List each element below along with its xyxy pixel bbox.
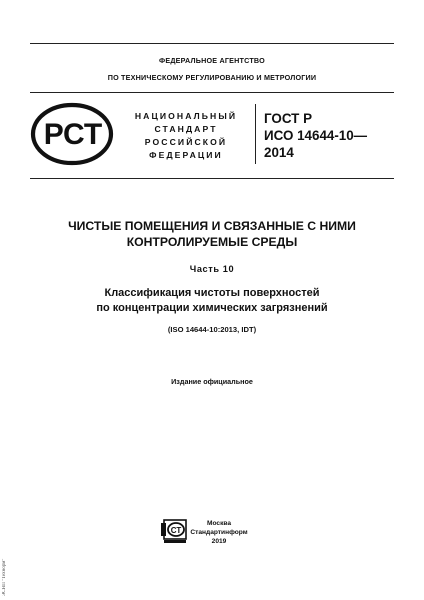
agency-line-2: ПО ТЕХНИЧЕСКОМУ РЕГУЛИРОВАНИЮ И МЕТРОЛОГИИ bbox=[107, 73, 317, 82]
standard-line-1: НАЦИОНАЛЬНЫЙ bbox=[134, 111, 238, 121]
document-subtitle bbox=[0, 286, 424, 316]
iso-reference: (ISO 14644-10:2013, IDT) bbox=[167, 325, 257, 334]
standard-line-4: ФЕДЕРАЦИИ bbox=[149, 150, 223, 160]
gost-logo-icon bbox=[30, 102, 114, 166]
header-rule bbox=[30, 92, 394, 93]
top-rule bbox=[30, 43, 394, 44]
side-note: ЭСНП "Технорм" bbox=[2, 558, 7, 596]
publisher-name: Стандартинформ bbox=[190, 529, 248, 536]
subtitle-line-2: по концентрации химических загрязнений bbox=[96, 302, 328, 314]
gost-line-3: 2014 bbox=[264, 145, 294, 160]
publisher-logo-icon bbox=[160, 518, 190, 544]
standard-line-3: РОССИЙСКОЙ bbox=[144, 137, 228, 147]
title-line-2: КОНТРОЛИРУЕМЫЕ СРЕДЫ bbox=[126, 235, 298, 249]
agency-line-1: ФЕДЕРАЛЬНОЕ АГЕНТСТВО bbox=[159, 56, 265, 65]
gost-line-2: ИСО 14644-10— bbox=[264, 128, 368, 143]
document-title bbox=[0, 218, 424, 250]
subtitle-line-1: Классификация чистоты поверхностей bbox=[104, 287, 320, 299]
gost-line-1: ГОСТ Р bbox=[264, 111, 312, 126]
publisher-year: 2019 bbox=[211, 538, 227, 545]
svg-text:СТ: СТ bbox=[170, 526, 182, 535]
part-number: Часть 10 bbox=[189, 264, 235, 274]
title-line-1: ЧИСТЫЕ ПОМЕЩЕНИЯ И СВЯЗАННЫЕ С НИМИ bbox=[68, 219, 356, 233]
standard-line-2: СТАНДАРТ bbox=[154, 124, 218, 134]
publisher-info bbox=[190, 519, 248, 546]
national-standard-block bbox=[120, 110, 252, 162]
gost-number bbox=[264, 110, 394, 161]
publisher-city: Москва bbox=[206, 520, 232, 527]
vertical-divider bbox=[255, 104, 256, 164]
edition-note: Издание официальное bbox=[171, 377, 253, 386]
svg-text:РСТ: РСТ bbox=[43, 118, 103, 151]
logo-rule bbox=[30, 178, 394, 179]
